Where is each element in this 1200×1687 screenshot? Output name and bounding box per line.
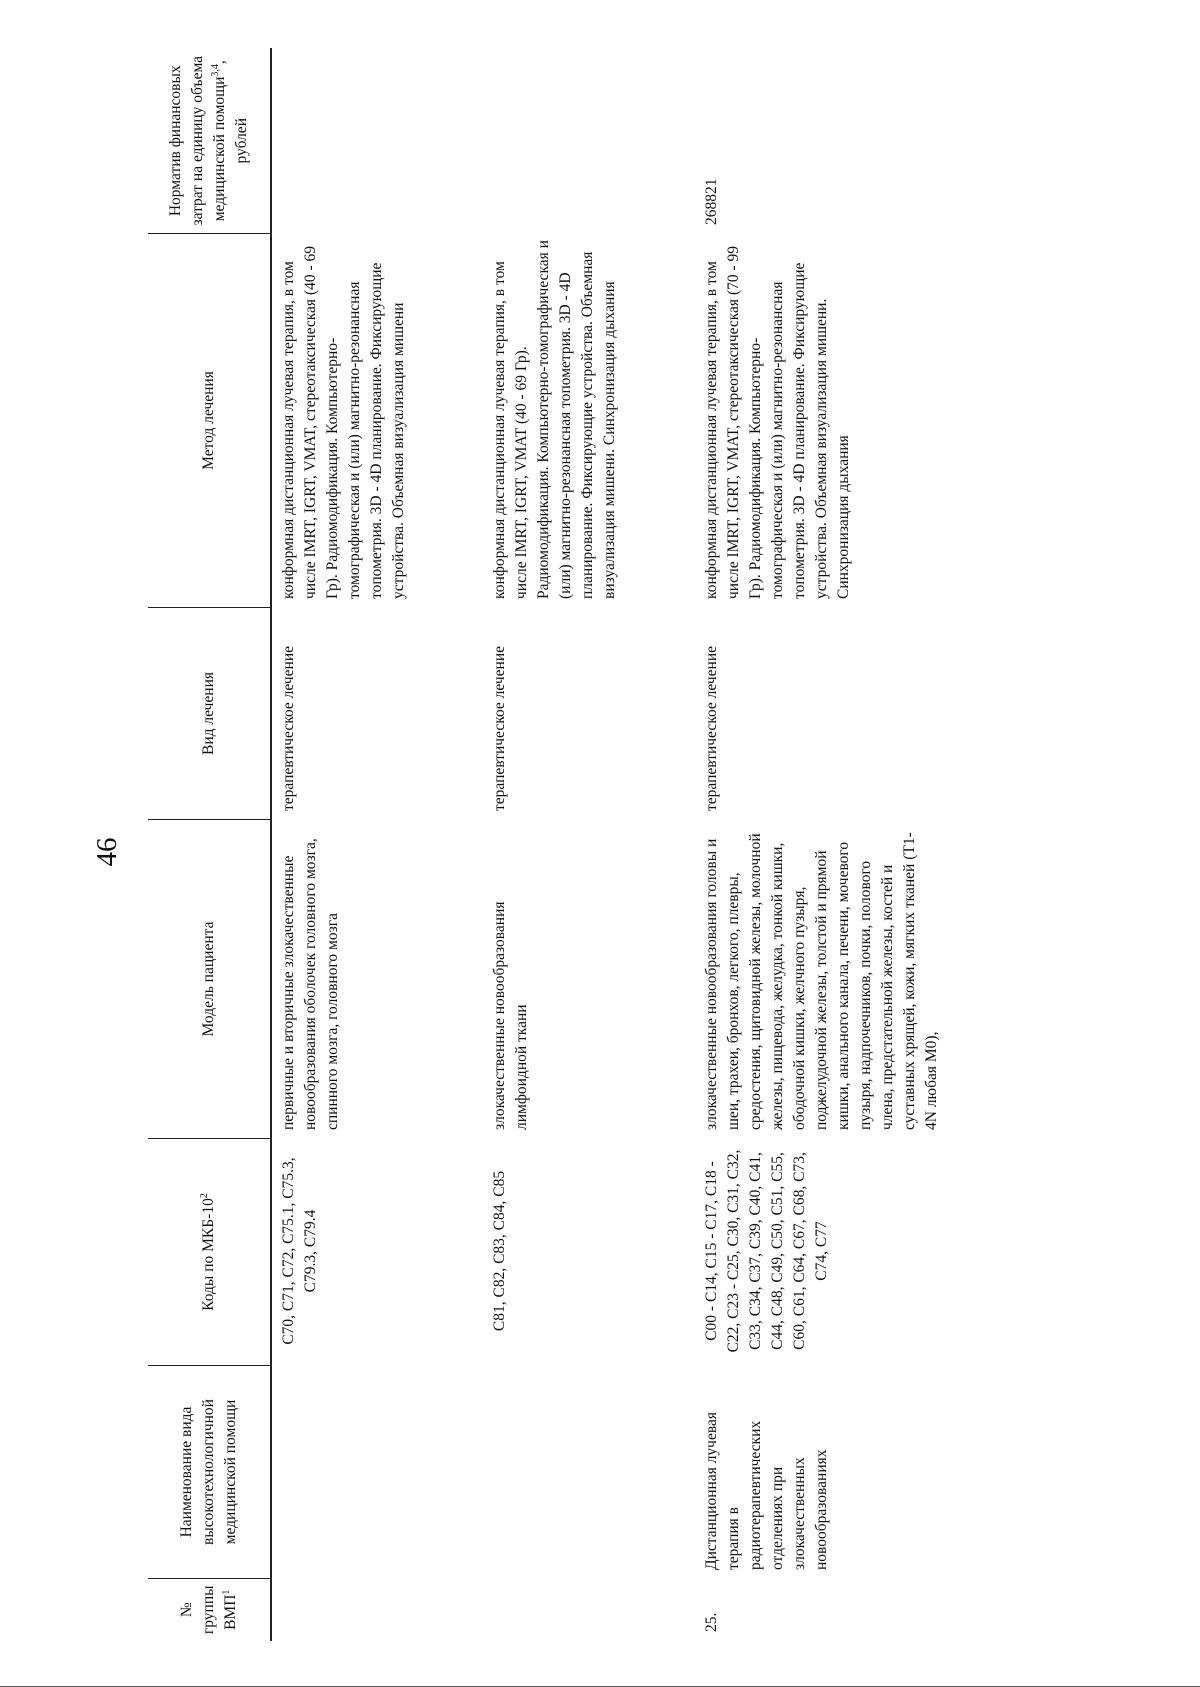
cell-kind: терапевтическое лечение <box>703 645 720 811</box>
document-table-rotated <box>148 49 1200 1641</box>
cell-method: конформная дистанционная лучевая терапия, в том числе IMRT, IGRT, VMAT, стереотаксическая (70 - 99 Гр). Радиомодификация. Компьютерно-томографическая и (или) магнитно-резонансная топометрия. 3D - 4D планирование. Фиксирующие устройства. Объемная визуализация мишени. Синхронизация дыхания <box>703 245 852 599</box>
cell-codes: C70, C71, C72, C75.1, C75.3, C79.3, C79.4 <box>280 1157 319 1345</box>
cell-kind: терапевтическое лечение <box>491 645 508 811</box>
cell-codes: C00 - C14, C15 - C17, C18 - C22, C23 - C25, C30, C31, C32, C33, C34, C37, C39, C40, C41, C44, C48, C49, C50, C51, C55, C60, C61, C64, C67, C68, C73, C74, C77 <box>703 1149 830 1353</box>
cell-name <box>483 1366 695 1579</box>
cell-name <box>271 1366 483 1579</box>
cell-group-no: 25. <box>703 1612 720 1632</box>
cell-norm: 268821 <box>703 178 720 225</box>
table-header-row <box>148 49 271 1641</box>
cell-group-no <box>271 1579 483 1641</box>
header-kind: Вид лечения <box>148 608 271 820</box>
table-row <box>483 49 695 1641</box>
cell-model: первичные и вторичные злокачественные новообразования оболочек головного мозга, спинного мозга, головного мозга <box>280 838 341 1130</box>
cell-method: конформная дистанционная лучевая терапия, в том числе IMRT, IGRT, VMAT, стереотаксическая (40 - 69 Гр). Радиомодификация. Компьютерно-томографическая и (или) магнитно-резонансная топометрия. 3D - 4D планирование. Фиксирующие устройства. Объемная визуализация мишени <box>280 245 407 599</box>
cell-norm <box>271 49 483 234</box>
vmp-table <box>148 49 949 1642</box>
cell-model: злокачественные новообразования лимфоидной ткани <box>491 901 530 1130</box>
header-norm: Норматив финансовых затрат на единицу объема медицинской помощи$^{3,4}$, рублей <box>148 49 271 234</box>
cell-method: конформная дистанционная лучевая терапия, в том числе IMRT, IGRT, VMAT (40 - 69 Гр). Радиомодификация. Компьютерно-томографическая и (или) магнитно-резонансная топометрия. 3D - 4D планирование. Фиксирующие устройства. Объемная визуализация мишени. Синхронизация дыхания <box>491 240 618 599</box>
cell-group-no <box>483 1579 695 1641</box>
header-model: Модель пациента <box>148 820 271 1139</box>
header-name: Наименование вида высокотехнологичной медицинской помощи <box>148 1366 271 1579</box>
cell-kind: терапевтическое лечение <box>280 645 297 811</box>
page-number: 46 <box>91 837 123 867</box>
cell-codes: C81, C82, C83, C84, C85 <box>491 1170 508 1332</box>
table-row <box>271 49 483 1641</box>
header-group-no: № группы ВМП$^1$ <box>148 1579 271 1641</box>
cell-name: Дистанционная лучевая терапия в радиотерапевтических отделениях при злокачественных новообразованиях <box>703 1412 830 1570</box>
header-method: Метод лечения <box>148 234 271 608</box>
cell-norm <box>483 49 695 234</box>
header-codes: Коды по МКБ-$10^2$ <box>148 1139 271 1366</box>
cell-model: злокачественные новообразования головы и шеи, трахеи, бронхов, легкого, плевры, средостения, щитовидной железы, молочной железы, пищевода, желудка, тонкой кишки, ободочной кишки, желчного пузыря, поджелудочной железы, толстой и прямой кишки, анального канала, печени, мочевого пузыря, надпочечников, почки, полового члена, предстательной железы, костей и суставных хрящей, кожи, мягких тканей (T1-4N любая M0), <box>703 832 940 1130</box>
table-row <box>695 49 949 1641</box>
